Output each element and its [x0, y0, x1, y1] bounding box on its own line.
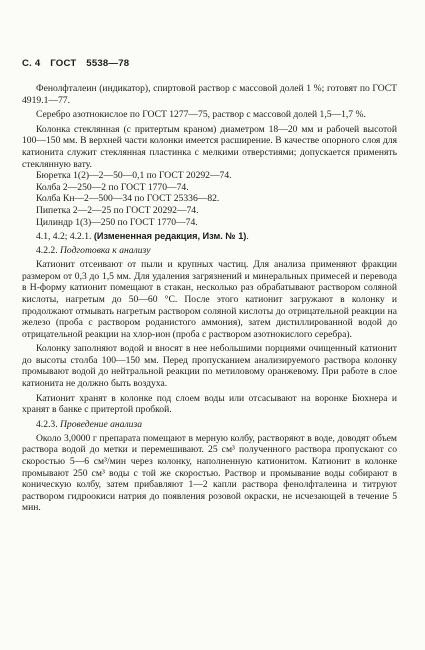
equipment-flask-2: Колба Кн—2—500—34 по ГОСТ 25336—82. — [36, 193, 220, 205]
equipment-cylinder: Цилиндр 1(3)—250 по ГОСТ 1770—74. — [36, 216, 198, 228]
paragraph-prep-storage: Катионит хранят в колонке под слоем воды или отсасывают на воронке Бюхнера и хранят в банке с притертой пробкой. — [22, 392, 397, 416]
section-title-analysis: Проведение анализа — [59, 418, 143, 430]
section-number-analysis: 4.2.3. — [36, 418, 60, 430]
section-heading-analysis — [22, 419, 397, 431]
equipment-pipette: Пипетка 2—2—25 по ГОСТ 20292—74. — [36, 204, 199, 216]
revision-note — [22, 230, 397, 243]
page-number: С. 4 — [22, 58, 41, 69]
paragraph-column: Колонка стеклянная (с притертым краном) диаметром 18—20 мм и рабочей высотой 100—150 мм. В верхней части колонки имеется расширение. В качестве опорного слоя для катионита служит стеклянная пластинка с мелкими отверстиями; допускается применять стеклянную вату. — [22, 123, 397, 170]
paragraph-analysis: Около 3,0000 г препарата помещают в мерную колбу, растворяют в воде, доводят объем раствора водой до метки и перемешивают. 25 см³ полученного раствора пропускают со скоростью 5—6 см³/мин через колонку, наполненную катионитом. Катионит в колонке промывают 250 см³ воды с той же скоростью. Раствор и промывание воды собирают в коническую колбу, затем прибавляют 1—2 капли раствора фенолфталеина и титруют раствором гидроокиси натрия до появления розовой окраски, не исчезающей в течение 5 мин. — [22, 432, 397, 514]
section-number-preparation: 4.2.2. — [36, 245, 60, 257]
paragraph-phenolphthalein: Фенолфталеин (индикатор), спиртовой раствор с массовой долей 1 %; готовят по ГОСТ 4919.1—77. — [22, 83, 397, 106]
revision-note-suffix: . — [246, 231, 249, 243]
standard-org: ГОСТ — [50, 58, 77, 69]
standard-number: 5538—78 — [86, 58, 130, 69]
paragraph-prep-column: Колонку заполняют водой и вносят в нее небольшими порциями очищенный катионит до высоты столба 100—150 мм. Перед пропусканием анализируемого раствора колонку промывают водой до нейтральной реакции по метиловому оранжевому. При работе в слое катионита не должно быть воздуха. — [22, 343, 397, 390]
section-heading-preparation — [22, 245, 397, 257]
equipment-flask-1: Колба 2—250—2 по ГОСТ 1770—74. — [36, 181, 189, 193]
revision-note-prefix: 4.1, 4.2; 4.2.1. — [36, 231, 94, 243]
paragraph-silver-nitrate: Серебро азотнокислое по ГОСТ 1277—75, раствор с массовой долей 1,5—1,7 %. — [36, 109, 366, 121]
paragraph-prep-cation: Катионит отсеивают от пыли и крупных частиц. Для анализа применяют фракции размером от 0,3 до 1,5 мм. Для удаления загрязнений и минеральных примесей и перевода в Н-форму катионит помещают в стакан, несколько раз обрабатывают раствором соляной кислоты, нагретым до 50—60 °С. После этого катионит загружают в колонку и продолжают отмывать нагретым раствором соляной кислоты до отрицательной реакции на железо (проба с раствором роданистого аммония), затем дистиллированной водой до отрицательной реакции на хлор-ион (проба с раствором азотнокислого серебра). — [22, 259, 397, 340]
equipment-burette: Бюретка 1(2)—2—50—0,1 по ГОСТ 20292—74. — [36, 170, 232, 182]
revision-note-bold: (Измененная редакция, Изм. № 1) — [93, 231, 247, 242]
section-title-preparation: Подготовка к анализу — [59, 245, 151, 257]
page-header — [22, 58, 397, 69]
